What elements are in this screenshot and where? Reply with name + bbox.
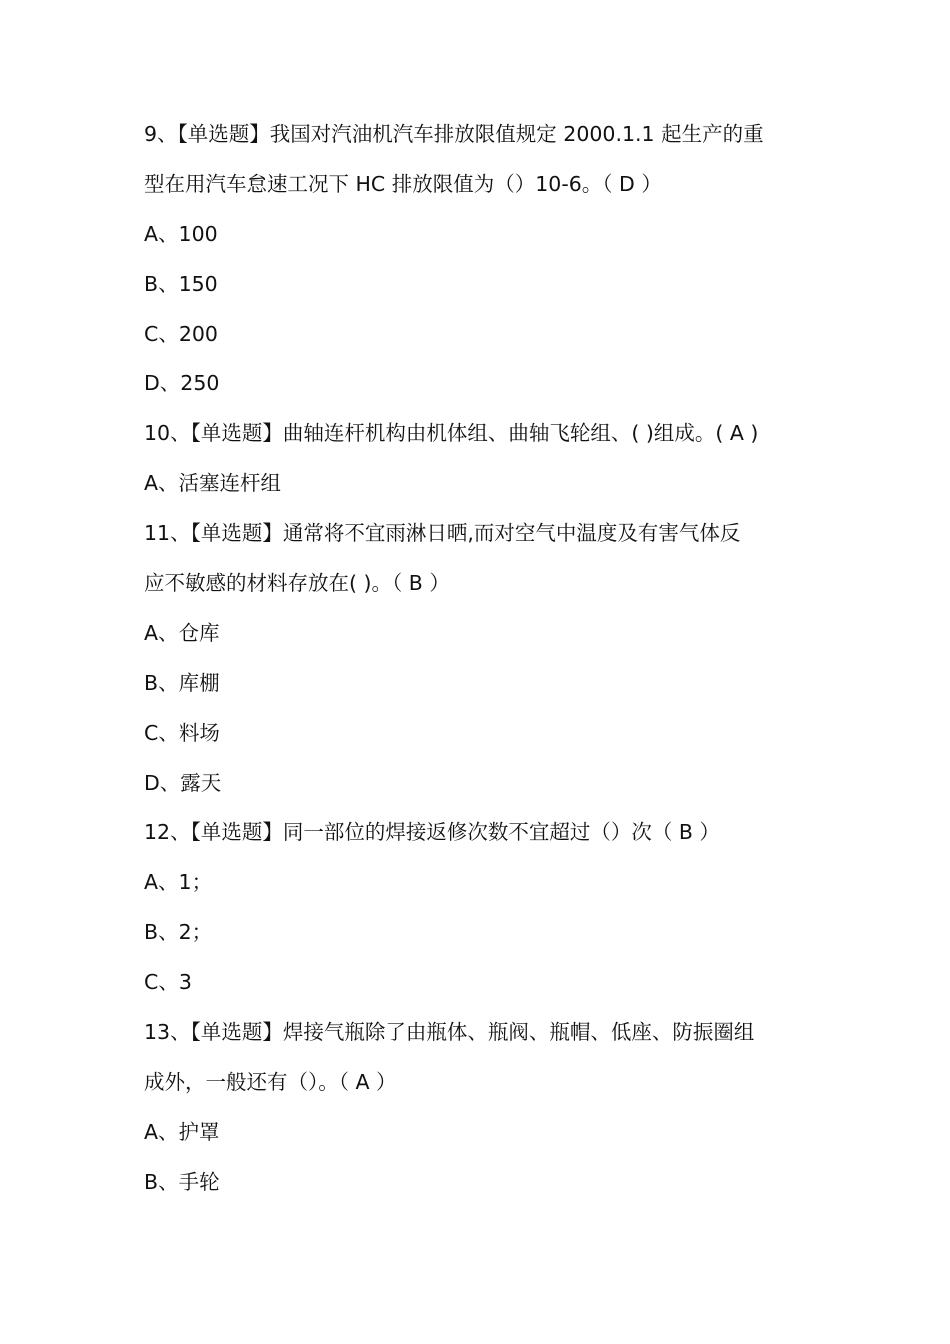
answer-option: D、250 bbox=[144, 371, 220, 396]
answer-option: A、1； bbox=[144, 870, 213, 895]
answer-option: C、3 bbox=[144, 970, 192, 995]
answer-option: B、手轮 bbox=[144, 1169, 220, 1194]
question-11 bbox=[144, 509, 824, 808]
answer-option: A、活塞连杆组 bbox=[144, 471, 282, 496]
answer-option: C、料场 bbox=[144, 720, 220, 745]
question-9 bbox=[144, 110, 824, 409]
question-stem-line: 应不敏感的材料存放在( )。（ B ） bbox=[144, 571, 450, 596]
answer-option: B、150 bbox=[144, 271, 218, 296]
answer-option: A、100 bbox=[144, 221, 218, 246]
question-stem-line: 13、【单选题】焊接气瓶除了由瓶体、瓶阀、瓶帽、低座、防振圈组 bbox=[144, 1020, 755, 1045]
answer-option: B、库棚 bbox=[144, 670, 220, 695]
answer-option: D、露天 bbox=[144, 770, 222, 795]
question-12 bbox=[144, 808, 824, 1008]
answer-option: C、200 bbox=[144, 321, 218, 346]
answer-option: B、2； bbox=[144, 920, 213, 945]
question-stem-line: 9、【单选题】我国对汽油机汽车排放限值规定 2000.1.1 起生产的重 bbox=[144, 122, 764, 146]
question-stem-line: 成外，一般还有（）。（ A ） bbox=[144, 1069, 397, 1094]
question-stem-line: 型在用汽车怠速工况下 HC 排放限值为（）10-6。（ D ） bbox=[144, 171, 662, 196]
question-stem-line: 10、【单选题】曲轴连杆机构由机体组、曲轴飞轮组、( )组成。( A ) bbox=[144, 421, 759, 446]
question-list bbox=[144, 110, 824, 1208]
question-stem-line: 12、【单选题】同一部位的焊接返修次数不宜超过（）次（ B ） bbox=[144, 820, 720, 845]
question-10 bbox=[144, 409, 824, 509]
answer-option: A、护罩 bbox=[144, 1119, 220, 1144]
question-stem-line: 11、【单选题】通常将不宜雨淋日晒,而对空气中温度及有害气体反 bbox=[144, 521, 741, 546]
answer-option: A、仓库 bbox=[144, 620, 220, 645]
question-13 bbox=[144, 1008, 824, 1208]
